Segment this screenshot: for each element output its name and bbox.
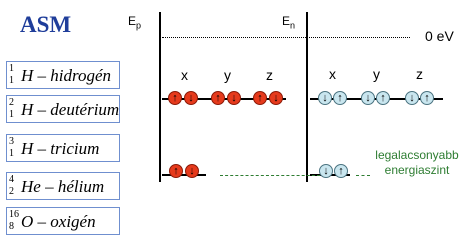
proton-s-level xyxy=(162,174,206,176)
mass-number: 16 xyxy=(9,209,19,220)
proton-spin-up: ↑ xyxy=(169,164,183,178)
zero-energy-label: 0 eV xyxy=(425,28,454,44)
neutron-spin-up: ↑ xyxy=(334,164,348,178)
atomic-number: 1 xyxy=(9,75,14,86)
page-title: ASM xyxy=(20,12,72,37)
nuclide-name: H – tricium xyxy=(21,139,100,158)
proton-spin-up: ↑ xyxy=(168,91,182,105)
nuclide-oxygen xyxy=(6,207,120,235)
nuclide-name: H – hidrogén xyxy=(21,66,112,85)
neutron-spin-down: ↓ xyxy=(361,91,375,105)
nuclide-name: He – hélium xyxy=(21,177,105,196)
mass-number: 1 xyxy=(9,63,14,74)
mass-number: 3 xyxy=(9,136,14,147)
proton-spin-down: ↓ xyxy=(227,91,241,105)
neutron-spin-down: ↓ xyxy=(405,91,419,105)
proton-axis-label: $E_p$ xyxy=(128,14,142,31)
nuclide-hydrogen xyxy=(6,61,120,89)
nuclide-deuterium xyxy=(6,95,120,123)
neutron-axis-label: $E_n$ xyxy=(282,14,296,31)
proton-energy-axis xyxy=(159,12,161,182)
lowest-level-label-line1: legalacsonyabb xyxy=(375,148,459,162)
orbital-x-label-proton: x xyxy=(181,67,188,83)
atomic-number: 2 xyxy=(9,186,14,197)
orbital-z-label-neutron: z xyxy=(416,66,423,82)
proton-spin-up: ↑ xyxy=(253,91,267,105)
nuclide-helium xyxy=(6,172,120,200)
proton-spin-down: ↓ xyxy=(185,164,199,178)
nuclide-tritium xyxy=(6,134,120,162)
neutron-spin-up: ↑ xyxy=(420,91,434,105)
orbital-y-label-neutron: y xyxy=(373,66,380,82)
atomic-number: 1 xyxy=(9,148,14,159)
proton-spin-up: ↑ xyxy=(211,91,225,105)
atomic-number: 8 xyxy=(9,221,14,232)
orbital-z-label-proton: z xyxy=(266,67,273,83)
proton-spin-down: ↓ xyxy=(184,91,198,105)
lowest-level-label-line2: energiaszint xyxy=(384,163,450,177)
nuclide-name: H – deutérium xyxy=(21,100,120,119)
neutron-spin-down: ↓ xyxy=(319,164,333,178)
neutron-spin-up: ↑ xyxy=(376,91,390,105)
neutron-spin-down: ↓ xyxy=(318,91,332,105)
mass-number: 2 xyxy=(9,97,14,108)
proton-spin-down: ↓ xyxy=(269,91,283,105)
orbital-y-label-proton: y xyxy=(224,67,231,83)
zero-energy-line xyxy=(162,37,410,38)
neutron-spin-up: ↑ xyxy=(333,91,347,105)
lowest-level-dashed-line xyxy=(220,175,320,176)
atomic-number: 1 xyxy=(9,109,14,120)
nuclide-name: O – oxigén xyxy=(21,212,96,231)
orbital-x-label-neutron: x xyxy=(329,66,336,82)
mass-number: 4 xyxy=(9,174,14,185)
